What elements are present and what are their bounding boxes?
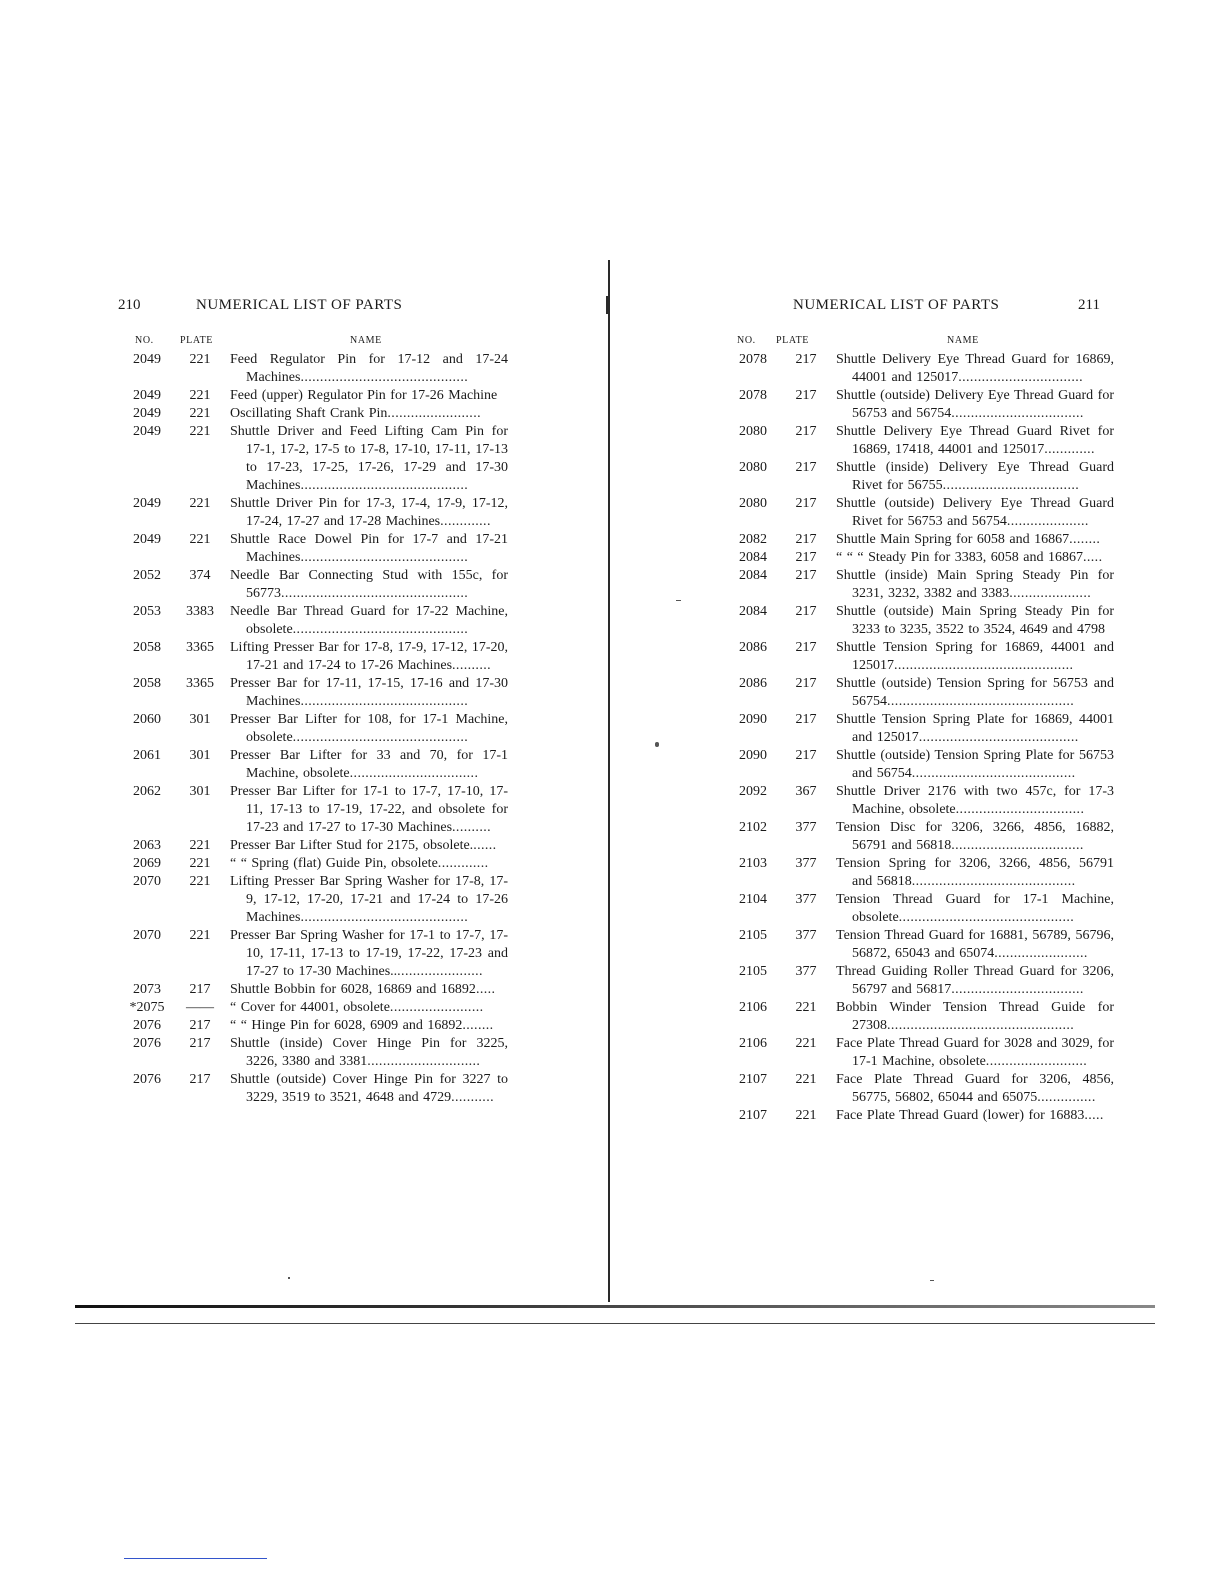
list-item bbox=[118, 999, 508, 1017]
plate-number: 377 bbox=[795, 964, 817, 979]
part-number: 2058 bbox=[133, 676, 161, 691]
part-number: 2106 bbox=[739, 1036, 767, 1051]
list-item bbox=[118, 981, 508, 999]
part-name bbox=[836, 603, 1114, 639]
part-name-text: Tension Thread Guard for 16881, 56789, 56796, 56872, 65043 and 65074 bbox=[836, 928, 1114, 961]
part-name-text: Bobbin Winder Tension Thread Guide for 27308 bbox=[836, 1000, 1114, 1033]
plate-number: 3365 bbox=[186, 676, 214, 691]
leader-dots: ................................. bbox=[349, 766, 479, 781]
plate-number: 3383 bbox=[186, 604, 214, 619]
part-name-text: Face Plate Thread Guard for 3028 and 3029, for 17-1 Machine, obsolete bbox=[836, 1036, 1114, 1069]
column-header-plate: PLATE bbox=[180, 335, 213, 346]
leader-dots: ................................................ bbox=[281, 586, 469, 601]
part-name bbox=[836, 1071, 1114, 1107]
leader-dots: .......... bbox=[452, 658, 492, 673]
list-item bbox=[724, 531, 1114, 549]
part-number: 2102 bbox=[739, 820, 767, 835]
list-item bbox=[118, 675, 508, 711]
part-name bbox=[230, 387, 508, 405]
part-name bbox=[230, 495, 508, 531]
list-item bbox=[724, 351, 1114, 387]
part-number: 2049 bbox=[133, 532, 161, 547]
list-item bbox=[724, 1071, 1114, 1107]
list-item bbox=[118, 387, 508, 405]
part-number: 2058 bbox=[133, 640, 161, 655]
part-number: 2086 bbox=[739, 676, 767, 691]
plate-number: 217 bbox=[795, 424, 817, 439]
part-name-text: Shuttle Tension Spring Plate for 16869, 44001 and 125017 bbox=[836, 712, 1114, 745]
plate-number: 221 bbox=[795, 1072, 817, 1087]
leader-dots: ..... bbox=[1084, 1108, 1104, 1123]
list-item bbox=[118, 495, 508, 531]
plate-number: 217 bbox=[795, 460, 817, 475]
leader-dots: .......................................... bbox=[911, 874, 1076, 889]
part-name bbox=[230, 639, 508, 675]
scan-speck bbox=[676, 600, 681, 601]
part-number: 2090 bbox=[739, 712, 767, 727]
part-number: 2106 bbox=[739, 1000, 767, 1015]
part-name bbox=[836, 963, 1114, 999]
part-name-text: Presser Bar Lifter for 17-1 to 17-7, 17-10, 17-11, 17-13 to 17-19, 17-22, and obsolete for 17-23 and 17-27 to 17-30 Machines bbox=[230, 784, 508, 835]
part-number: 2084 bbox=[739, 550, 767, 565]
part-name bbox=[230, 1035, 508, 1071]
part-name-text: Lifting Presser Bar for 17-8, 17-9, 17-12, 17-20, 17-21 and 17-24 to 17-26 Machines bbox=[230, 640, 509, 673]
list-item bbox=[724, 387, 1114, 423]
part-number: 2105 bbox=[739, 964, 767, 979]
part-name bbox=[836, 999, 1114, 1035]
part-name-text: Presser Bar Lifter for 33 and 70, for 17-1 Machine, obsolete bbox=[230, 748, 508, 781]
plate-number: 217 bbox=[795, 532, 817, 547]
list-item bbox=[118, 531, 508, 567]
list-item bbox=[724, 639, 1114, 675]
part-name-text: Presser Bar Spring Washer for 17-1 to 17-7, 17-10, 17-11, 17-13 to 17-19, 17-22, 17-23 and 17-27 to 17-30 Machines.. bbox=[230, 928, 508, 979]
list-item bbox=[118, 1071, 508, 1107]
part-name-text: “ “ Hinge Pin for 6028, 6909 and 16892 bbox=[230, 1018, 463, 1033]
part-name-text: Shuttle (inside) Main Spring Steady Pin for 3231, 3232, 3382 and 3383 bbox=[836, 568, 1114, 601]
part-name bbox=[230, 675, 508, 711]
part-name-text: “ “ Spring (flat) Guide Pin, obsolete bbox=[230, 856, 438, 871]
leader-dots: ........................................... bbox=[300, 910, 469, 925]
leader-dots: ..................... bbox=[1006, 514, 1089, 529]
part-number: 2052 bbox=[133, 568, 161, 583]
plate-number: 221 bbox=[189, 856, 211, 871]
leader-dots: ........ bbox=[1069, 532, 1101, 547]
part-number: 2105 bbox=[739, 928, 767, 943]
list-item bbox=[118, 423, 508, 495]
column-header-name: NAME bbox=[350, 335, 382, 346]
part-number: 2062 bbox=[133, 784, 161, 799]
part-name-text: Shuttle Delivery Eye Thread Guard Rivet for 16869, 17418, 44001 and 125017 bbox=[836, 424, 1114, 457]
part-name bbox=[836, 891, 1114, 927]
column-header-no: NO. bbox=[737, 335, 756, 346]
part-name-text: Oscillating Shaft Crank Pin bbox=[230, 406, 388, 421]
leader-dots: ..... bbox=[475, 982, 496, 997]
list-item bbox=[118, 1017, 508, 1035]
part-name bbox=[230, 783, 508, 837]
part-name bbox=[836, 531, 1114, 549]
list-item bbox=[724, 963, 1114, 999]
leader-dots: .................................. bbox=[951, 982, 1084, 997]
plate-number: 301 bbox=[189, 784, 211, 799]
list-item bbox=[724, 855, 1114, 891]
part-name-text: Shuttle Bobbin for 6028, 16869 and 16892 bbox=[230, 982, 476, 997]
book-spine-line bbox=[608, 260, 610, 1302]
part-number: 2063 bbox=[133, 838, 161, 853]
list-item bbox=[724, 711, 1114, 747]
list-item bbox=[118, 603, 508, 639]
part-name-text: Shuttle Delivery Eye Thread Guard for 16869, 44001 and 125017 bbox=[836, 352, 1114, 385]
list-item bbox=[724, 603, 1114, 639]
part-name-text: Needle Bar Thread Guard for 17-22 Machine, obsolete bbox=[230, 604, 508, 637]
part-name-text: Feed (upper) Regulator Pin for 17-26 Machine bbox=[230, 388, 498, 403]
list-item bbox=[724, 999, 1114, 1035]
part-number: 2084 bbox=[739, 604, 767, 619]
part-number: 2084 bbox=[739, 568, 767, 583]
part-name bbox=[836, 1107, 1114, 1125]
scan-bottom-line bbox=[124, 1558, 267, 1559]
scan-speck bbox=[930, 1280, 934, 1281]
parts-list bbox=[118, 351, 508, 1107]
part-name bbox=[836, 675, 1114, 711]
plate-number: 217 bbox=[189, 982, 211, 997]
column-header-no: NO. bbox=[135, 335, 154, 346]
part-name-text: Presser Bar Lifter Stud for 2175, obsolete. bbox=[230, 838, 474, 853]
leader-dots: ............................. bbox=[367, 1054, 481, 1069]
leader-dots: ........................................... bbox=[300, 550, 469, 565]
part-name bbox=[230, 567, 508, 603]
leader-dots: ...... bbox=[473, 838, 497, 853]
part-number: 2060 bbox=[133, 712, 161, 727]
plate-number: 221 bbox=[189, 928, 211, 943]
part-number: 2049 bbox=[133, 496, 161, 511]
plate-number: 221 bbox=[189, 424, 211, 439]
part-number: 2069 bbox=[133, 856, 161, 871]
leader-dots: ........................ bbox=[994, 946, 1088, 961]
plate-number: 221 bbox=[795, 1036, 817, 1051]
part-number: 2092 bbox=[739, 784, 767, 799]
part-number: 2080 bbox=[739, 424, 767, 439]
part-name bbox=[230, 927, 508, 981]
leader-dots: ................................................ bbox=[887, 1018, 1075, 1033]
list-item bbox=[118, 927, 508, 981]
part-name-text: Tension Disc for 3206, 3266, 4856, 16882, 56791 and 56818 bbox=[836, 820, 1114, 853]
leader-dots: ................................... bbox=[942, 478, 1080, 493]
parts-list bbox=[724, 351, 1114, 1125]
leader-dots: ........................ bbox=[387, 406, 481, 421]
part-number: 2070 bbox=[133, 874, 161, 889]
part-name bbox=[836, 549, 1114, 567]
part-number: 2073 bbox=[133, 982, 161, 997]
part-name-text: Shuttle (outside) Tension Spring Plate for 56753 and 56754 bbox=[836, 748, 1114, 781]
part-name bbox=[230, 873, 508, 927]
part-name-text: Needle Bar Connecting Stud with 155c, for 56773 bbox=[230, 568, 508, 601]
part-number: 2080 bbox=[739, 460, 767, 475]
plate-number: 217 bbox=[795, 676, 817, 691]
plate-number: 217 bbox=[795, 748, 817, 763]
part-name bbox=[836, 423, 1114, 459]
part-name-text: Shuttle (outside) Delivery Eye Thread Guard for 56753 and 56754 bbox=[836, 388, 1114, 421]
part-number: 2049 bbox=[133, 424, 161, 439]
part-number: *2075 bbox=[129, 1000, 165, 1015]
list-item bbox=[724, 567, 1114, 603]
list-item bbox=[724, 495, 1114, 531]
plate-number: 221 bbox=[795, 1108, 817, 1123]
plate-number: 217 bbox=[795, 352, 817, 367]
part-number: 2061 bbox=[133, 748, 161, 763]
plate-number: 221 bbox=[189, 352, 211, 367]
part-name-text: Shuttle (outside) Main Spring Steady Pin for 3233 to 3235, 3522 to 3524, 4649 and 4798 bbox=[836, 604, 1114, 637]
plate-number: 217 bbox=[795, 712, 817, 727]
part-number: 2103 bbox=[739, 856, 767, 871]
plate-number: 221 bbox=[795, 1000, 817, 1015]
scan-speck bbox=[655, 742, 659, 747]
part-number: 2049 bbox=[133, 406, 161, 421]
list-item bbox=[118, 639, 508, 675]
leader-dots: ..................... bbox=[1009, 586, 1092, 601]
part-number: 2076 bbox=[133, 1072, 161, 1087]
leader-dots: ..... bbox=[1082, 550, 1103, 565]
part-number: 2078 bbox=[739, 352, 767, 367]
list-item bbox=[724, 747, 1114, 783]
leader-dots: ................................................ bbox=[887, 694, 1075, 709]
part-name bbox=[836, 1035, 1114, 1071]
part-name-text: Presser Bar Lifter for 108, for 17-1 Machine, obsolete bbox=[230, 712, 508, 745]
list-item bbox=[118, 747, 508, 783]
plate-number: 221 bbox=[189, 532, 211, 547]
plate-number: 217 bbox=[795, 640, 817, 655]
part-name bbox=[836, 855, 1114, 891]
part-name bbox=[230, 747, 508, 783]
plate-number: 221 bbox=[189, 388, 211, 403]
part-name bbox=[836, 351, 1114, 387]
part-name-text: Feed Regulator Pin for 17-12 and 17-24 Machines bbox=[230, 352, 508, 385]
plate-number: 221 bbox=[189, 496, 211, 511]
leader-dots: ........................................... bbox=[300, 478, 469, 493]
list-item bbox=[118, 783, 508, 837]
part-number: 2107 bbox=[739, 1072, 767, 1087]
list-item bbox=[118, 873, 508, 927]
part-name-text: Presser Bar for 17-11, 17-15, 17-16 and 17-30 Machines bbox=[230, 676, 508, 709]
part-name-text: Shuttle (inside) Cover Hinge Pin for 3225, 3226, 3380 and 3381 bbox=[230, 1036, 508, 1069]
part-name bbox=[836, 747, 1114, 783]
part-number: 2049 bbox=[133, 388, 161, 403]
part-name-text: “ Cover for 44001, obsolete bbox=[230, 1000, 390, 1015]
part-name bbox=[836, 459, 1114, 495]
part-name-text: Shuttle Main Spring for 6058 and 16867 bbox=[836, 532, 1070, 547]
part-name-text: Face Plate Thread Guard for 3206, 4856, 56775, 56802, 65044 and 65075 bbox=[836, 1072, 1114, 1105]
list-item bbox=[724, 675, 1114, 711]
plate-number: 217 bbox=[189, 1036, 211, 1051]
plate-number: 377 bbox=[795, 856, 817, 871]
scan-edge-rule bbox=[75, 1305, 1155, 1308]
leader-dots: ............................................. bbox=[898, 910, 1075, 925]
part-name bbox=[836, 927, 1114, 963]
part-name bbox=[230, 423, 508, 495]
list-item bbox=[724, 783, 1114, 819]
list-item bbox=[724, 927, 1114, 963]
plate-number: 377 bbox=[795, 820, 817, 835]
list-item bbox=[724, 891, 1114, 927]
part-name bbox=[836, 387, 1114, 423]
part-number: 2076 bbox=[133, 1036, 161, 1051]
part-name bbox=[836, 567, 1114, 603]
part-number: 2104 bbox=[739, 892, 767, 907]
plate-number: 221 bbox=[189, 406, 211, 421]
right-page bbox=[612, 0, 1224, 1584]
part-name bbox=[230, 531, 508, 567]
spine-mark bbox=[606, 296, 609, 314]
part-name bbox=[230, 351, 508, 387]
plate-number: 377 bbox=[795, 928, 817, 943]
list-item bbox=[724, 1107, 1114, 1125]
part-number: 2053 bbox=[133, 604, 161, 619]
part-number: 2070 bbox=[133, 928, 161, 943]
plate-number: —— bbox=[186, 1000, 214, 1015]
part-name bbox=[230, 711, 508, 747]
leader-dots: ............... bbox=[1037, 1090, 1096, 1105]
leader-dots: ........................................... bbox=[300, 370, 469, 385]
list-item bbox=[118, 405, 508, 423]
leader-dots: ........ bbox=[462, 1018, 494, 1033]
running-header: NUMERICAL LIST OF PARTS bbox=[196, 297, 403, 313]
leader-dots: .......................................... bbox=[911, 766, 1076, 781]
part-name-text: Shuttle Tension Spring for 16869, 44001 and 125017 bbox=[836, 640, 1114, 673]
part-name bbox=[230, 999, 508, 1017]
part-name-text: Shuttle (outside) Delivery Eye Thread Guard Rivet for 56753 and 56754 bbox=[836, 496, 1114, 529]
part-name-text: Shuttle (outside) Tension Spring for 56753 and 56754 bbox=[836, 676, 1114, 709]
part-name bbox=[230, 981, 508, 999]
part-name bbox=[230, 855, 508, 873]
part-number: 2049 bbox=[133, 352, 161, 367]
part-name-text: Shuttle Driver 2176 with two 457c, for 17-3 Machine, obsolete bbox=[836, 784, 1114, 817]
list-item bbox=[724, 819, 1114, 855]
leader-dots: ......................................... bbox=[918, 730, 1079, 745]
plate-number: 217 bbox=[795, 604, 817, 619]
part-number: 2082 bbox=[739, 532, 767, 547]
page-number: 211 bbox=[1078, 297, 1100, 313]
page-number: 210 bbox=[118, 297, 141, 313]
list-item bbox=[724, 423, 1114, 459]
plate-number: 217 bbox=[795, 496, 817, 511]
list-item bbox=[118, 567, 508, 603]
list-item bbox=[118, 351, 508, 387]
part-name bbox=[230, 837, 508, 855]
part-name bbox=[230, 1071, 508, 1107]
plate-number: 301 bbox=[189, 748, 211, 763]
part-name-text: Tension Thread Guard for 17-1 Machine, obsolete bbox=[836, 892, 1114, 925]
part-name-text: “ “ “ Steady Pin for 3383, 6058 and 16867 bbox=[836, 550, 1083, 565]
part-number: 2076 bbox=[133, 1018, 161, 1033]
part-name-text: Shuttle Race Dowel Pin for 17-7 and 17-21 Machines bbox=[230, 532, 508, 565]
part-name bbox=[230, 405, 508, 423]
leader-dots: ............. bbox=[1044, 442, 1095, 457]
plate-number: 217 bbox=[795, 550, 817, 565]
leader-dots: ............................................. bbox=[292, 622, 469, 637]
leader-dots: ............. bbox=[440, 514, 491, 529]
part-name-text: Tension Spring for 3206, 3266, 4856, 56791 and 56818 bbox=[836, 856, 1114, 889]
part-number: 2090 bbox=[739, 748, 767, 763]
list-item bbox=[724, 549, 1114, 567]
leader-dots: ........................................... bbox=[300, 694, 469, 709]
plate-number: 221 bbox=[189, 838, 211, 853]
leader-dots: ...................... bbox=[397, 964, 483, 979]
part-number: 2080 bbox=[739, 496, 767, 511]
scan-edge-rule-thin bbox=[75, 1323, 1155, 1324]
scan-speck bbox=[288, 1277, 290, 1279]
part-name bbox=[836, 819, 1114, 855]
plate-number: 217 bbox=[189, 1018, 211, 1033]
part-name bbox=[836, 783, 1114, 819]
leader-dots: .......... bbox=[452, 820, 492, 835]
running-header: NUMERICAL LIST OF PARTS bbox=[793, 297, 1000, 313]
part-name bbox=[836, 711, 1114, 747]
part-number: 2107 bbox=[739, 1108, 767, 1123]
part-number: 2086 bbox=[739, 640, 767, 655]
plate-number: 374 bbox=[189, 568, 211, 583]
leader-dots: ............................................. bbox=[292, 730, 469, 745]
leader-dots: .......................... bbox=[985, 1054, 1088, 1069]
list-item bbox=[118, 855, 508, 873]
part-name-text: Shuttle Driver and Feed Lifting Cam Pin for 17-1, 17-2, 17-5 to 17-8, 17-10, 17-11, 17-13 to 17-23, 17-25, 17-26, 17-29 and 17-30 Machines bbox=[230, 424, 508, 493]
leader-dots: ................................ bbox=[958, 370, 1084, 385]
plate-number: 217 bbox=[189, 1072, 211, 1087]
leader-dots: ........... bbox=[451, 1090, 495, 1105]
part-name-text: Thread Guiding Roller Thread Guard for 3206, 56797 and 56817 bbox=[836, 964, 1114, 997]
part-name bbox=[836, 639, 1114, 675]
list-item bbox=[724, 459, 1114, 495]
plate-number: 301 bbox=[189, 712, 211, 727]
list-item bbox=[118, 837, 508, 855]
plate-number: 377 bbox=[795, 892, 817, 907]
leader-dots: .................................. bbox=[951, 406, 1084, 421]
column-header-name: NAME bbox=[947, 335, 979, 346]
part-name-text: Shuttle (inside) Delivery Eye Thread Guard Rivet for 56755 bbox=[836, 460, 1114, 493]
plate-number: 367 bbox=[795, 784, 817, 799]
leader-dots: .................................. bbox=[951, 838, 1084, 853]
part-name-text: Face Plate Thread Guard (lower) for 16883 bbox=[836, 1108, 1085, 1123]
part-number: 2078 bbox=[739, 388, 767, 403]
plate-number: 217 bbox=[795, 388, 817, 403]
list-item bbox=[724, 1035, 1114, 1071]
plate-number: 3365 bbox=[186, 640, 214, 655]
leader-dots: .............................................. bbox=[894, 658, 1074, 673]
leader-dots: ................................. bbox=[955, 802, 1085, 817]
part-name bbox=[230, 1017, 508, 1035]
part-name-text: Shuttle (outside) Cover Hinge Pin for 3227 to 3229, 3519 to 3521, 4648 and 4729 bbox=[230, 1072, 508, 1105]
list-item bbox=[118, 711, 508, 747]
part-name bbox=[836, 495, 1114, 531]
column-header-plate: PLATE bbox=[776, 335, 809, 346]
part-name-text: Lifting Presser Bar Spring Washer for 17-8, 17-9, 17-12, 17-20, 17-21 and 17-24 to 17-26 Machines bbox=[230, 874, 508, 925]
list-item bbox=[118, 1035, 508, 1071]
part-name bbox=[230, 603, 508, 639]
plate-number: 217 bbox=[795, 568, 817, 583]
part-name-text: Shuttle Driver Pin for 17-3, 17-4, 17-9, 17-12, 17-24, 17-27 and 17-28 Machines bbox=[230, 496, 508, 529]
plate-number: 221 bbox=[189, 874, 211, 889]
leader-dots: ........................ bbox=[389, 1000, 484, 1015]
leader-dots: ............. bbox=[437, 856, 489, 871]
